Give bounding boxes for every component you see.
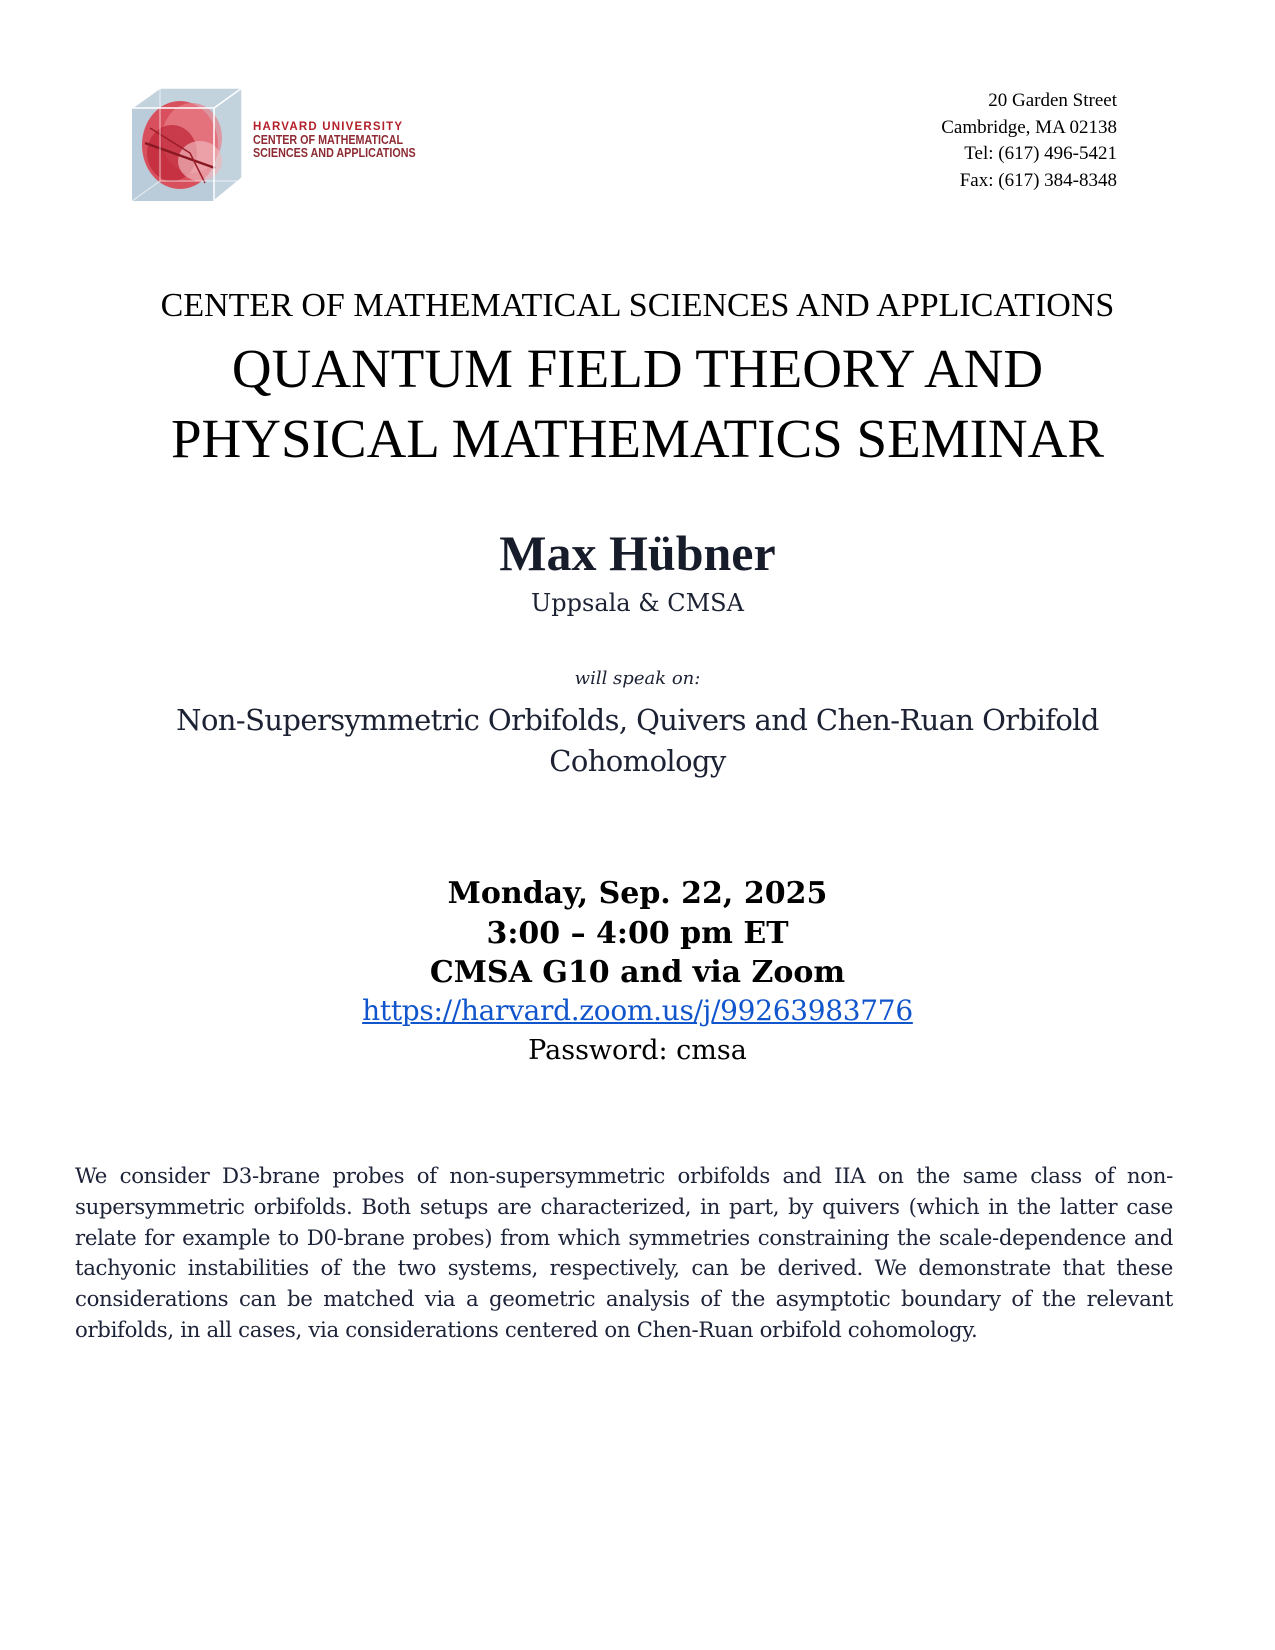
zoom-password: Password: cmsa xyxy=(528,1035,747,1066)
cmsa-cube-icon xyxy=(130,83,250,208)
logo-line1: CENTER OF MATHEMATICAL xyxy=(253,133,404,147)
event-time: 3:00 – 4:00 pm ET xyxy=(486,915,789,951)
talk-title-line1: Non-Supersymmetric Orbifolds, Quivers and Chen-Ruan Orbifold xyxy=(176,703,1099,737)
event-details xyxy=(0,874,1275,993)
center-name: CENTER OF MATHEMATICAL SCIENCES AND APPLICATIONS xyxy=(160,287,1115,324)
talk-title-line2: Cohomology xyxy=(549,744,726,778)
seminar-title xyxy=(0,334,1275,474)
abstract: We consider D3-brane probes of non-supersymmetric orbifolds and IIA on the same class of non-supersymmetric orbifolds. Both setups are characterized, in part, by quivers (which in the latter case relate for example to D0-brane probes) from which symmetries constraining the scale-dependence and tachyonic instabilities of the two systems, respectively, can be derived. We demonstrate that these considerations can be matched via a geometric analysis of the asymptotic boundary of the relevant orbifolds, in all cases, via considerations centered on Chen-Ruan orbifold cohomology. xyxy=(75,1164,1173,1343)
event-date: Monday, Sep. 22, 2025 xyxy=(447,876,828,911)
event-location: CMSA G10 and via Zoom xyxy=(429,955,846,990)
talk-title xyxy=(0,700,1275,782)
seminar-title-line2: PHYSICAL MATHEMATICS SEMINAR xyxy=(170,408,1105,469)
address-tel: Tel: (617) 496-5421 xyxy=(964,143,1117,164)
seminar-title-line1: QUANTUM FIELD THEORY AND xyxy=(231,338,1044,399)
speaker-name: Max Hübner xyxy=(499,525,776,581)
logo-line2: SCIENCES AND APPLICATIONS xyxy=(253,146,416,160)
speak-on-label: will speak on: xyxy=(574,668,701,689)
zoom-link-row xyxy=(0,994,1275,1027)
logo-wordmark xyxy=(253,121,442,160)
address-fax: Fax: (617) 384-8348 xyxy=(959,169,1117,191)
address-city: Cambridge, MA 02138 xyxy=(941,116,1117,138)
zoom-link[interactable]: https://harvard.zoom.us/j/99263983776 xyxy=(362,994,913,1027)
logo-university: HARVARD UNIVERSITY xyxy=(253,121,404,133)
speaker-affiliation: Uppsala & CMSA xyxy=(531,589,744,617)
address-block xyxy=(941,88,1117,194)
address-street: 20 Garden Street xyxy=(988,90,1117,111)
